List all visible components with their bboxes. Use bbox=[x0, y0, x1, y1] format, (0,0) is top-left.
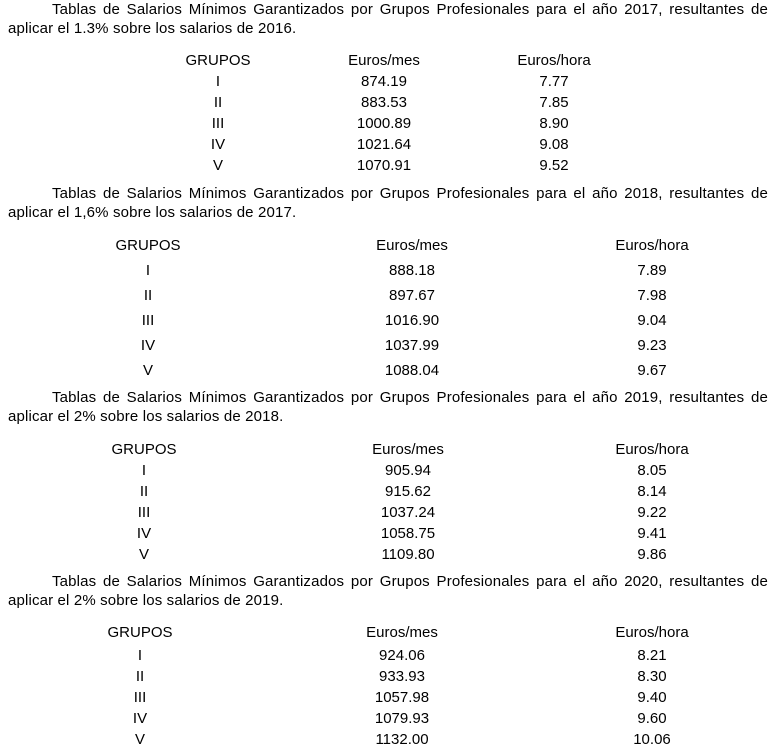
euros-mes-cell: 883.53 bbox=[361, 94, 407, 111]
euros-mes-cell: 905.94 bbox=[385, 462, 431, 479]
euros-mes-cell: 874.19 bbox=[361, 73, 407, 90]
grupo-cell: I bbox=[141, 462, 147, 479]
euros-hora-cell: 8.21 bbox=[637, 647, 667, 664]
euros-hora-cell: 9.08 bbox=[539, 136, 569, 153]
euros-hora-cell: 8.90 bbox=[539, 115, 569, 132]
table-row bbox=[0, 645, 772, 666]
table-row bbox=[0, 481, 772, 502]
euros-hora-cell: 9.23 bbox=[637, 337, 667, 354]
euros-mes-cell: 1000.89 bbox=[356, 115, 412, 132]
table-row bbox=[0, 687, 772, 708]
table-header-row bbox=[0, 50, 772, 71]
euros-mes-header: Euros/mes bbox=[372, 441, 444, 458]
table-row bbox=[0, 666, 772, 687]
euros-mes-cell: 1037.99 bbox=[384, 337, 440, 354]
euros-mes-cell: 915.62 bbox=[385, 483, 431, 500]
grupo-cell: II bbox=[213, 94, 223, 111]
euros-hora-cell: 9.67 bbox=[637, 362, 667, 379]
table-header-row bbox=[0, 235, 772, 256]
grupo-cell: V bbox=[142, 362, 153, 379]
euros-hora-cell: 7.77 bbox=[539, 73, 569, 90]
euros-mes-header: Euros/mes bbox=[348, 52, 420, 69]
grupos-header: GRUPOS bbox=[115, 237, 181, 254]
table-row bbox=[0, 729, 772, 750]
euros-hora-cell: 7.98 bbox=[637, 287, 667, 304]
table-row bbox=[0, 155, 772, 176]
euros-hora-cell: 9.04 bbox=[637, 312, 667, 329]
euros-mes-header: Euros/mes bbox=[376, 237, 448, 254]
section-intro bbox=[8, 388, 768, 426]
euros-mes-cell: 1132.00 bbox=[375, 731, 429, 748]
table-row bbox=[0, 260, 772, 281]
grupo-cell: IV bbox=[132, 710, 148, 727]
grupo-cell: V bbox=[138, 546, 149, 563]
grupo-cell: II bbox=[143, 287, 153, 304]
euros-hora-cell: 9.60 bbox=[637, 710, 667, 727]
grupo-cell: III bbox=[141, 312, 155, 329]
grupos-header: GRUPOS bbox=[185, 52, 251, 69]
table-row bbox=[0, 708, 772, 729]
euros-hora-header: Euros/hora bbox=[517, 52, 591, 69]
euros-mes-cell: 888.18 bbox=[389, 262, 435, 279]
euros-hora-cell: 8.14 bbox=[637, 483, 667, 500]
euros-hora-cell: 10.06 bbox=[633, 731, 671, 748]
section-intro-text: Tablas de Salarios Mínimos Garantizados por Grupos Profesionales para el año 2019, resultantes de aplicar el 2% sobre los salarios de 2018. bbox=[8, 389, 768, 425]
table-row bbox=[0, 92, 772, 113]
euros-mes-cell: 1058.75 bbox=[380, 525, 436, 542]
table-row bbox=[0, 544, 772, 565]
table-header-row bbox=[0, 622, 772, 643]
grupo-cell: III bbox=[137, 504, 151, 521]
euros-hora-cell: 9.40 bbox=[637, 689, 667, 706]
euros-hora-cell: 8.05 bbox=[637, 462, 667, 479]
euros-hora-header: Euros/hora bbox=[615, 624, 689, 641]
euros-hora-cell: 7.89 bbox=[637, 262, 667, 279]
grupo-cell: II bbox=[139, 483, 149, 500]
grupos-header: GRUPOS bbox=[111, 441, 177, 458]
grupo-cell: I bbox=[145, 262, 151, 279]
section-intro-text: Tablas de Salarios Mínimos Garantizados por Grupos Profesionales para el año 2017, resultantes de aplicar el 1.3% sobre los salarios de 2016. bbox=[8, 1, 768, 37]
grupo-cell: IV bbox=[210, 136, 226, 153]
euros-mes-cell: 1037.24 bbox=[380, 504, 436, 521]
table-row bbox=[0, 310, 772, 331]
grupo-cell: III bbox=[133, 689, 147, 706]
section-intro bbox=[8, 0, 768, 38]
euros-mes-cell: 1070.91 bbox=[356, 157, 412, 174]
euros-hora-cell: 9.41 bbox=[637, 525, 667, 542]
grupo-cell: I bbox=[215, 73, 221, 90]
table-row bbox=[0, 360, 772, 381]
euros-mes-cell: 1109.80 bbox=[381, 546, 435, 563]
table-row bbox=[0, 460, 772, 481]
euros-mes-cell: 924.06 bbox=[379, 647, 425, 664]
euros-mes-cell: 1021.64 bbox=[356, 136, 412, 153]
euros-mes-cell: 1057.98 bbox=[374, 689, 430, 706]
euros-hora-header: Euros/hora bbox=[615, 237, 689, 254]
grupo-cell: V bbox=[134, 731, 145, 748]
euros-mes-cell: 1016.90 bbox=[384, 312, 440, 329]
euros-hora-cell: 9.52 bbox=[539, 157, 569, 174]
euros-mes-cell: 1088.04 bbox=[384, 362, 440, 379]
section-intro bbox=[8, 572, 768, 610]
euros-mes-cell: 897.67 bbox=[389, 287, 435, 304]
grupo-cell: V bbox=[212, 157, 223, 174]
euros-hora-cell: 7.85 bbox=[539, 94, 569, 111]
table-row bbox=[0, 335, 772, 356]
grupos-header: GRUPOS bbox=[107, 624, 173, 641]
euros-hora-cell: 8.30 bbox=[637, 668, 667, 685]
grupo-cell: III bbox=[211, 115, 225, 132]
table-header-row bbox=[0, 439, 772, 460]
table-row bbox=[0, 71, 772, 92]
table-row bbox=[0, 523, 772, 544]
euros-mes-cell: 933.93 bbox=[379, 668, 425, 685]
euros-hora-cell: 9.86 bbox=[637, 546, 667, 563]
grupo-cell: I bbox=[137, 647, 143, 664]
section-intro-text: Tablas de Salarios Mínimos Garantizados por Grupos Profesionales para el año 2018, resultantes de aplicar el 1,6% sobre los salarios de 2017. bbox=[8, 185, 768, 221]
euros-mes-header: Euros/mes bbox=[366, 624, 438, 641]
euros-hora-header: Euros/hora bbox=[615, 441, 689, 458]
grupo-cell: II bbox=[135, 668, 145, 685]
euros-hora-cell: 9.22 bbox=[637, 504, 667, 521]
grupo-cell: IV bbox=[140, 337, 156, 354]
section-intro-text: Tablas de Salarios Mínimos Garantizados por Grupos Profesionales para el año 2020, resultantes de aplicar el 2% sobre los salarios de 2019. bbox=[8, 573, 768, 609]
table-row bbox=[0, 134, 772, 155]
euros-mes-cell: 1079.93 bbox=[374, 710, 430, 727]
grupo-cell: IV bbox=[136, 525, 152, 542]
table-row bbox=[0, 502, 772, 523]
table-row bbox=[0, 285, 772, 306]
section-intro bbox=[8, 184, 768, 222]
table-row bbox=[0, 113, 772, 134]
